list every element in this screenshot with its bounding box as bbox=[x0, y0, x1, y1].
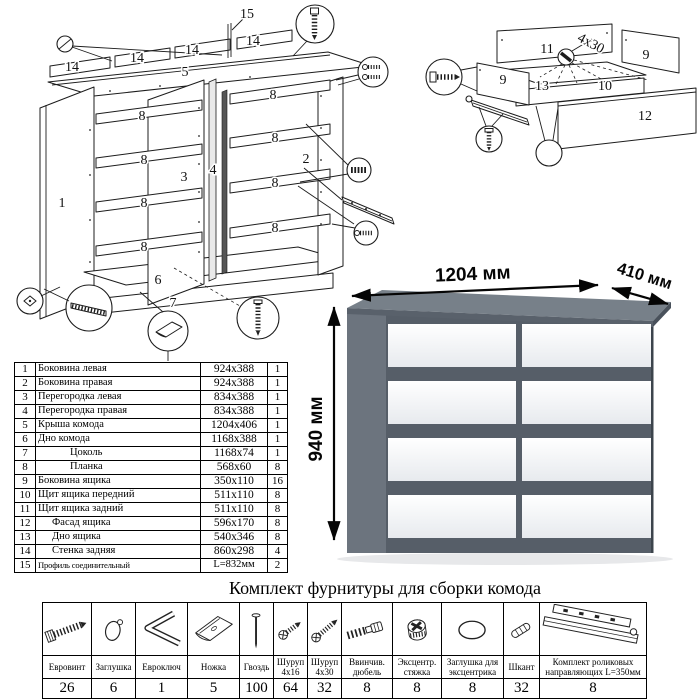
part-label-14: 14 bbox=[246, 34, 260, 49]
drawer-slide-icon bbox=[540, 603, 646, 656]
parts-cell-qty: 4 bbox=[268, 545, 288, 559]
parts-cell-num: 3 bbox=[15, 391, 36, 405]
parts-cell-size: 834x388 bbox=[201, 391, 268, 405]
parts-row bbox=[15, 517, 288, 531]
parts-cell-qty: 1 bbox=[268, 433, 288, 447]
confirmat-callout bbox=[426, 59, 477, 95]
kit-item-name: Гвоздь bbox=[240, 656, 273, 679]
parts-row bbox=[15, 447, 288, 461]
part-label-14: 14 bbox=[65, 60, 79, 75]
nail-icon bbox=[240, 603, 273, 656]
eurovint-callout bbox=[293, 5, 334, 56]
parts-cell-name: Дно комода bbox=[36, 433, 201, 447]
parts-cell-size: L=832мм bbox=[201, 559, 268, 573]
hex-key-icon bbox=[136, 603, 187, 656]
kit-item-qty: 100 bbox=[245, 680, 268, 696]
part-label-2: 2 bbox=[302, 152, 310, 167]
kit-item-qty: 1 bbox=[157, 680, 166, 696]
part-label-1: 1 bbox=[58, 196, 66, 211]
parts-row bbox=[15, 433, 288, 447]
screw-hole-dots bbox=[89, 76, 322, 263]
parts-cell-size: 860x298 bbox=[201, 545, 268, 559]
part-label-8: 8 bbox=[138, 109, 146, 124]
parts-cell-qty: 16 bbox=[268, 475, 288, 489]
part-label-8: 8 bbox=[271, 221, 279, 236]
parts-cell-num: 4 bbox=[15, 405, 36, 419]
parts-cell-name: Планка bbox=[36, 461, 201, 475]
parts-table bbox=[14, 362, 288, 573]
parts-cell-name: Профиль соединительный bbox=[36, 559, 201, 573]
parts-cell-size: 924x388 bbox=[201, 377, 268, 391]
parts-cell-qty: 8 bbox=[268, 461, 288, 475]
parts-row bbox=[15, 363, 288, 377]
parts-cell-num: 1 bbox=[15, 363, 36, 377]
kit-item-name: Шкант bbox=[504, 656, 539, 679]
parts-cell-num: 10 bbox=[15, 489, 36, 503]
part-label-8: 8 bbox=[140, 240, 148, 255]
parts-cell-name: Боковина ящика bbox=[36, 475, 201, 489]
screw-size-label: 4x30 bbox=[574, 30, 607, 58]
kit-item-name: Ножка bbox=[188, 656, 239, 679]
parts-cell-name: Щит ящика передний bbox=[36, 489, 201, 503]
part-label-3: 3 bbox=[180, 170, 188, 185]
part-label-6: 6 bbox=[154, 273, 162, 288]
part-label-8: 8 bbox=[271, 131, 279, 146]
part-label-12: 12 bbox=[638, 109, 652, 124]
drawer-assembly-diagram bbox=[426, 24, 696, 166]
parts-row bbox=[15, 475, 288, 489]
kit-item-9 bbox=[392, 602, 442, 699]
dresser-side-panel bbox=[347, 314, 386, 553]
parts-cell-qty: 1 bbox=[268, 377, 288, 391]
kit-item-qty: 64 bbox=[283, 680, 298, 696]
parts-cell-name: Крыша комода bbox=[36, 419, 201, 433]
kit-item-qty: 32 bbox=[514, 680, 529, 696]
parts-cell-size: 511x110 bbox=[201, 489, 268, 503]
height-dimension-label: 940 мм bbox=[306, 396, 327, 462]
foot-icon bbox=[188, 603, 239, 656]
parts-row bbox=[15, 419, 288, 433]
kit-item-name: Шуруп 4x16 bbox=[274, 656, 307, 679]
part-label-8: 8 bbox=[140, 196, 148, 211]
depth-dimension-label: 410 мм bbox=[614, 259, 675, 294]
parts-cell-size: 511x110 bbox=[201, 503, 268, 517]
parts-cell-num: 5 bbox=[15, 419, 36, 433]
part-label-15: 15 bbox=[240, 7, 254, 22]
parts-cell-qty: 1 bbox=[268, 363, 288, 377]
parts-cell-size: 540x346 bbox=[201, 531, 268, 545]
parts-cell-qty: 2 bbox=[268, 559, 288, 573]
kit-item-3 bbox=[135, 602, 188, 699]
kit-item-name: Ввинчив. дюбель bbox=[342, 656, 392, 679]
parts-cell-name: Щит ящика задний bbox=[36, 503, 201, 517]
screw-short-icon bbox=[274, 603, 307, 656]
part-label-10: 10 bbox=[598, 79, 612, 94]
parts-row bbox=[15, 531, 288, 545]
parts-row bbox=[15, 377, 288, 391]
parts-cell-name: Боковина левая bbox=[36, 363, 201, 377]
kit-item-qty: 8 bbox=[468, 680, 477, 696]
kit-item-name: Комплект роликовых направляющих L=350мм bbox=[540, 656, 646, 679]
dresser-render bbox=[306, 259, 674, 565]
parts-cell-num: 15 bbox=[15, 559, 36, 573]
parts-cell-num: 6 bbox=[15, 433, 36, 447]
part-label-9: 9 bbox=[499, 73, 507, 88]
parts-cell-qty: 1 bbox=[268, 391, 288, 405]
parts-cell-qty: 1 bbox=[268, 447, 288, 461]
parts-cell-size: 568x60 bbox=[201, 461, 268, 475]
wood-dowel-icon bbox=[504, 603, 539, 656]
parts-cell-qty: 8 bbox=[268, 489, 288, 503]
kit-item-5 bbox=[239, 602, 274, 699]
parts-row bbox=[15, 391, 288, 405]
kit-item-qty: 6 bbox=[109, 680, 118, 696]
parts-cell-name: Фасад ящика bbox=[36, 517, 201, 531]
parts-cell-size: 1168x388 bbox=[201, 433, 268, 447]
width-dimension-label: 1204 мм bbox=[434, 262, 512, 287]
parts-cell-size: 924x388 bbox=[201, 363, 268, 377]
parts-cell-qty: 1 bbox=[268, 405, 288, 419]
parts-cell-name: Цоколь bbox=[36, 447, 201, 461]
kit-item-name: Эксцентр. стяжка bbox=[393, 656, 441, 679]
parts-cell-name: Перегородка левая bbox=[36, 391, 201, 405]
kit-item-qty: 8 bbox=[413, 680, 421, 696]
parts-cell-qty: 8 bbox=[268, 531, 288, 545]
kit-item-qty: 8 bbox=[589, 680, 597, 696]
part-label-13: 13 bbox=[535, 79, 549, 94]
parts-cell-num: 9 bbox=[15, 475, 36, 489]
kit-item-12 bbox=[539, 602, 647, 699]
kit-item-8 bbox=[341, 602, 393, 699]
kit-item-7 bbox=[307, 602, 342, 699]
parts-row bbox=[15, 461, 288, 475]
kit-item-qty: 32 bbox=[317, 680, 332, 696]
kit-item-4 bbox=[187, 602, 240, 699]
parts-cell-size: 1168x74 bbox=[201, 447, 268, 461]
screw-long-icon bbox=[308, 603, 341, 656]
kit-item-qty: 8 bbox=[363, 680, 371, 696]
kit-item-2 bbox=[91, 602, 136, 699]
parts-cell-qty: 1 bbox=[268, 419, 288, 433]
kit-item-qty: 5 bbox=[209, 680, 218, 696]
parts-cell-num: 14 bbox=[15, 545, 36, 559]
parts-row bbox=[15, 559, 288, 573]
parts-cell-num: 8 bbox=[15, 461, 36, 475]
parts-cell-size: 1204x406 bbox=[201, 419, 268, 433]
part-label-14: 14 bbox=[130, 51, 144, 66]
parts-row bbox=[15, 489, 288, 503]
cam-lock-icon bbox=[393, 603, 441, 656]
parts-cell-name: Перегородка правая bbox=[36, 405, 201, 419]
part-label-8: 8 bbox=[271, 176, 279, 191]
parts-cell-name: Дно ящика bbox=[36, 531, 201, 545]
parts-row bbox=[15, 503, 288, 517]
part-label-8: 8 bbox=[140, 153, 148, 168]
screw-dowel-icon bbox=[342, 603, 392, 656]
parts-cell-num: 2 bbox=[15, 377, 36, 391]
parts-cell-num: 13 bbox=[15, 531, 36, 545]
kit-item-1 bbox=[42, 602, 92, 699]
parts-cell-name: Боковина правая bbox=[36, 377, 201, 391]
part-label-14: 14 bbox=[185, 43, 199, 58]
parts-cell-num: 12 bbox=[15, 517, 36, 531]
parts-row bbox=[15, 405, 288, 419]
parts-cell-num: 7 bbox=[15, 447, 36, 461]
part-label-9: 9 bbox=[642, 48, 650, 63]
kit-table bbox=[42, 602, 647, 699]
carcass-assembly-diagram bbox=[17, 5, 394, 361]
kit-item-6 bbox=[273, 602, 308, 699]
kit-item-name: Заглушка bbox=[92, 656, 135, 679]
parts-cell-size: 350x110 bbox=[201, 475, 268, 489]
parts-cell-size: 596x170 bbox=[201, 517, 268, 531]
parts-cell-qty: 8 bbox=[268, 517, 288, 531]
kit-item-10 bbox=[441, 602, 504, 699]
parts-cell-name: Стенка задняя bbox=[36, 545, 201, 559]
parts-cell-qty: 8 bbox=[268, 503, 288, 517]
kit-item-qty: 26 bbox=[59, 680, 75, 696]
kit-item-name: Евроключ bbox=[136, 656, 187, 679]
parts-cell-size: 834x388 bbox=[201, 405, 268, 419]
parts-row bbox=[15, 545, 288, 559]
part-label-11: 11 bbox=[540, 42, 554, 57]
cam-cap-icon bbox=[442, 603, 503, 656]
kit-item-11 bbox=[503, 602, 540, 699]
parts-cell-num: 11 bbox=[15, 503, 36, 517]
cap-icon bbox=[92, 603, 135, 656]
kit-item-name: Заглушка для эксцентрика bbox=[442, 656, 503, 679]
kit-item-name: Шуруп 4x30 bbox=[308, 656, 341, 679]
part-label-4: 4 bbox=[209, 163, 217, 178]
eurovint-icon bbox=[43, 603, 91, 656]
part-label-7: 7 bbox=[169, 296, 177, 311]
part-label-8: 8 bbox=[269, 88, 277, 103]
kit-item-name: Евровинт bbox=[43, 656, 91, 679]
part-label-5: 5 bbox=[181, 65, 189, 80]
kit-title: Комплект фурнитуры для сборки комода bbox=[228, 578, 541, 598]
